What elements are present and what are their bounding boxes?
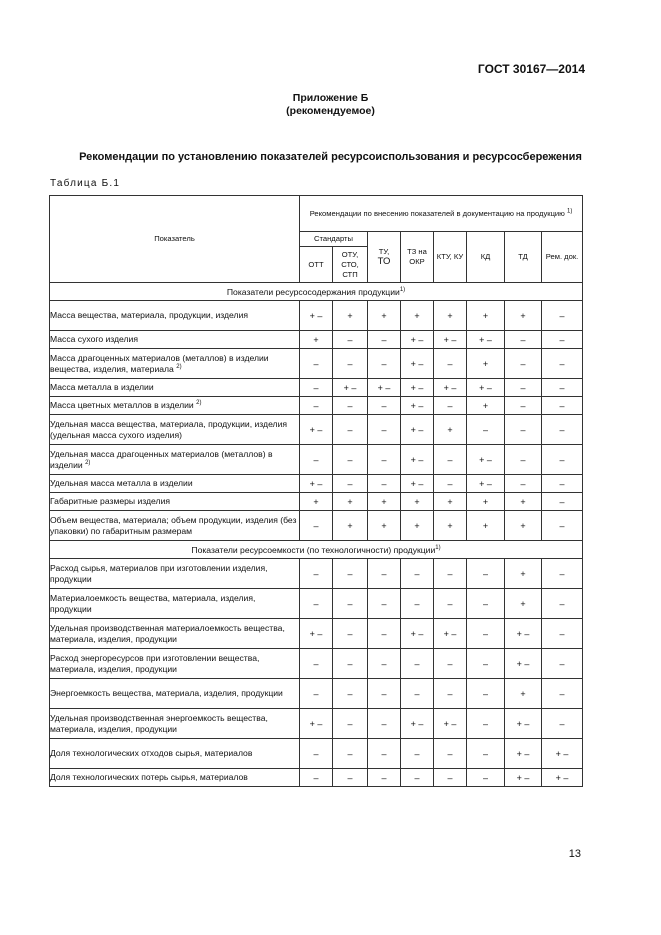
value-cell: – — [542, 379, 583, 397]
value-cell: – — [300, 739, 333, 769]
indicator-text: Объем вещества, материала; объем продукции, изделия (без упаковки) по габаритным размерам — [50, 514, 297, 536]
value-cell: – — [368, 331, 401, 349]
value-cell: – — [368, 649, 401, 679]
indicator-name — [50, 739, 300, 769]
value-cell: + — [467, 397, 505, 415]
value-cell: – — [368, 397, 401, 415]
value-cell: – — [300, 511, 333, 541]
value-cell: + — [434, 493, 467, 511]
header-recommendations — [300, 196, 583, 232]
value-cell: – — [542, 619, 583, 649]
value-cell: – — [333, 559, 368, 589]
indicator-text: Энергоемкость вещества, материала, изделия, продукции — [50, 688, 283, 698]
indicator-name — [50, 301, 300, 331]
header-tu — [368, 232, 401, 283]
value-cell: + — [467, 349, 505, 379]
value-cell: + — [368, 511, 401, 541]
value-cell: + – — [467, 475, 505, 493]
header-td: ТД — [505, 232, 542, 283]
value-cell: – — [401, 769, 434, 787]
indicator-text: Масса цветных металлов в изделии — [50, 400, 194, 410]
table-row — [50, 493, 583, 511]
table-row — [50, 301, 583, 331]
section-title-note: 1) — [435, 544, 441, 551]
value-cell: + — [467, 493, 505, 511]
value-cell: – — [401, 649, 434, 679]
value-cell: – — [434, 769, 467, 787]
value-cell: – — [505, 349, 542, 379]
value-cell: + — [505, 679, 542, 709]
section-title — [50, 541, 583, 559]
value-cell: + – — [300, 709, 333, 739]
value-cell: + — [333, 493, 368, 511]
indicator-name — [50, 379, 300, 397]
value-cell: – — [505, 331, 542, 349]
value-cell: + – — [505, 649, 542, 679]
value-cell: – — [300, 349, 333, 379]
value-cell: – — [333, 415, 368, 445]
value-cell: – — [333, 709, 368, 739]
value-cell: + – — [434, 709, 467, 739]
value-cell: + – — [401, 709, 434, 739]
page-number: 13 — [568, 848, 581, 860]
indicator-name — [50, 475, 300, 493]
value-cell: – — [542, 511, 583, 541]
value-cell: – — [368, 475, 401, 493]
header-recommendations-note: 1) — [566, 207, 573, 214]
value-cell: – — [368, 589, 401, 619]
value-cell: + — [401, 301, 434, 331]
value-cell: + – — [401, 445, 434, 475]
value-cell: + — [401, 511, 434, 541]
header-tz: ТЗ на ОКР — [401, 232, 434, 283]
value-cell: + – — [434, 379, 467, 397]
standard-number: ГОСТ 30167—2014 — [477, 62, 585, 76]
value-cell: – — [401, 559, 434, 589]
value-cell: + – — [505, 739, 542, 769]
value-cell: + – — [505, 769, 542, 787]
appendix-note: (рекомендуемое) — [286, 105, 375, 117]
value-cell: – — [505, 415, 542, 445]
section-title-text: Показатели ресурсосодержания продукции — [226, 286, 400, 297]
indicator-name — [50, 511, 300, 541]
header-recommendations-text: Рекомендации по внесению показателей в документацию на продукцию — [309, 208, 565, 218]
table-row — [50, 397, 583, 415]
indicator-text: Расход энергоресурсов при изготовлении вещества, материала, изделия, продукции — [50, 652, 260, 674]
value-cell: – — [467, 679, 505, 709]
value-cell: – — [300, 649, 333, 679]
value-cell: – — [467, 649, 505, 679]
indicator-name — [50, 709, 300, 739]
value-cell: – — [300, 379, 333, 397]
value-cell: – — [333, 649, 368, 679]
value-cell: + – — [467, 379, 505, 397]
section-row — [50, 541, 583, 559]
indicator-name — [50, 349, 300, 379]
value-cell: – — [300, 559, 333, 589]
indicator-text: Удельная производственная материалоемкость вещества, материала, изделия, продукции — [50, 622, 285, 644]
value-cell: – — [401, 589, 434, 619]
indicator-name — [50, 493, 300, 511]
indicator-text: Расход сырья, материалов при изготовлении изделия, продукции — [50, 562, 268, 584]
value-cell: – — [333, 739, 368, 769]
indicator-text: Габаритные размеры изделия — [50, 496, 171, 506]
value-cell: + — [401, 493, 434, 511]
value-cell: + — [333, 301, 368, 331]
value-cell: + – — [401, 379, 434, 397]
value-cell: – — [333, 589, 368, 619]
value-cell: + — [505, 589, 542, 619]
header-standards: Стандарты — [300, 232, 368, 247]
value-cell: – — [467, 619, 505, 649]
header-rem: Рем. док. — [542, 232, 583, 283]
value-cell: + – — [300, 415, 333, 445]
value-cell: – — [542, 679, 583, 709]
indicator-text: Материалоемкость вещества, материала, изделия, продукции — [50, 592, 256, 614]
value-cell: – — [505, 445, 542, 475]
header-tu-line2: ТО — [377, 256, 391, 267]
value-cell: + — [333, 511, 368, 541]
recommendations-table — [49, 195, 583, 787]
value-cell: + — [467, 301, 505, 331]
table-row — [50, 475, 583, 493]
value-cell: – — [542, 331, 583, 349]
value-cell: + – — [300, 475, 333, 493]
indicator-footnote: 2) — [196, 400, 202, 407]
value-cell: + – — [401, 331, 434, 349]
value-cell: – — [434, 349, 467, 379]
value-cell: – — [300, 445, 333, 475]
value-cell: – — [300, 589, 333, 619]
value-cell: – — [333, 349, 368, 379]
indicator-text: Масса сухого изделия — [50, 334, 139, 344]
value-cell: + – — [401, 619, 434, 649]
table-row — [50, 649, 583, 679]
indicator-name — [50, 445, 300, 475]
document-title: Рекомендации по установлению показателей ресурсоиспользования и ресурсосбережения — [79, 151, 582, 163]
value-cell: + — [505, 511, 542, 541]
value-cell: – — [368, 445, 401, 475]
value-cell: + — [505, 559, 542, 589]
value-cell: + – — [542, 739, 583, 769]
table-row — [50, 511, 583, 541]
indicator-name — [50, 415, 300, 445]
indicator-text: Удельная масса металла в изделии — [50, 478, 193, 488]
value-cell: – — [467, 709, 505, 739]
table-row — [50, 679, 583, 709]
indicator-text: Удельная масса вещества, материала, продукции, изделия (удельная масса сухого изделия) — [50, 418, 288, 440]
table-row — [50, 349, 583, 379]
value-cell: + – — [434, 619, 467, 649]
value-cell: – — [542, 301, 583, 331]
value-cell: – — [542, 445, 583, 475]
table-row — [50, 445, 583, 475]
indicator-name — [50, 619, 300, 649]
value-cell: – — [333, 475, 368, 493]
table-caption: Таблица Б.1 — [50, 178, 121, 189]
value-cell: – — [542, 349, 583, 379]
value-cell: – — [368, 415, 401, 445]
indicator-text: Масса металла в изделии — [50, 382, 154, 392]
value-cell: – — [333, 619, 368, 649]
value-cell: – — [368, 619, 401, 649]
value-cell: + — [368, 301, 401, 331]
indicator-name — [50, 331, 300, 349]
value-cell: – — [467, 739, 505, 769]
value-cell: – — [333, 397, 368, 415]
table-row — [50, 589, 583, 619]
value-cell: + — [300, 331, 333, 349]
value-cell: – — [542, 475, 583, 493]
value-cell: – — [333, 445, 368, 475]
table-row — [50, 559, 583, 589]
indicator-footnote: 2) — [176, 363, 182, 370]
value-cell: + – — [300, 619, 333, 649]
value-cell: + – — [401, 475, 434, 493]
indicator-footnote: 2) — [85, 459, 91, 466]
indicator-text: Удельная производственная энергоемкость вещества, материала, изделия, продукции — [50, 712, 268, 734]
value-cell: – — [434, 475, 467, 493]
header-otu: ОТУ, СТО, СТП — [333, 247, 368, 283]
value-cell: – — [542, 493, 583, 511]
indicator-name — [50, 769, 300, 787]
indicator-name — [50, 679, 300, 709]
value-cell: – — [368, 349, 401, 379]
table-row — [50, 331, 583, 349]
table-body — [50, 283, 583, 787]
value-cell: + – — [401, 349, 434, 379]
value-cell: + — [434, 415, 467, 445]
value-cell: – — [505, 379, 542, 397]
value-cell: – — [542, 415, 583, 445]
value-cell: + – — [505, 709, 542, 739]
header-indicator: Показатель — [50, 196, 300, 283]
section-title — [50, 283, 583, 301]
value-cell: + — [505, 301, 542, 331]
value-cell: + – — [467, 445, 505, 475]
value-cell: – — [434, 589, 467, 619]
value-cell: – — [368, 709, 401, 739]
value-cell: + – — [542, 769, 583, 787]
section-title-note: 1) — [399, 286, 406, 293]
header-kd: КД — [467, 232, 505, 283]
indicator-name — [50, 589, 300, 619]
table-row — [50, 739, 583, 769]
value-cell: + – — [401, 397, 434, 415]
indicator-text: Удельная масса драгоценных материалов (металлов) в изделии — [50, 448, 273, 470]
indicator-text: Доля технологических потерь сырья, материалов — [50, 772, 248, 782]
value-cell: – — [300, 769, 333, 787]
value-cell: – — [434, 445, 467, 475]
value-cell: + — [300, 493, 333, 511]
value-cell: – — [434, 679, 467, 709]
value-cell: – — [368, 769, 401, 787]
value-cell: – — [368, 679, 401, 709]
value-cell: – — [333, 331, 368, 349]
header-tu-line1: ТУ, — [378, 247, 390, 256]
value-cell: – — [300, 679, 333, 709]
value-cell: + – — [467, 331, 505, 349]
header-ott: ОТТ — [300, 247, 333, 283]
value-cell: – — [401, 679, 434, 709]
value-cell: + – — [401, 415, 434, 445]
value-cell: – — [467, 559, 505, 589]
value-cell: + — [505, 493, 542, 511]
value-cell: – — [542, 559, 583, 589]
value-cell: + – — [368, 379, 401, 397]
indicator-name — [50, 397, 300, 415]
value-cell: + — [434, 511, 467, 541]
value-cell: – — [434, 739, 467, 769]
table-row — [50, 769, 583, 787]
value-cell: – — [300, 397, 333, 415]
value-cell: + – — [300, 301, 333, 331]
value-cell: + — [467, 511, 505, 541]
table-row — [50, 415, 583, 445]
value-cell: – — [368, 739, 401, 769]
value-cell: – — [542, 709, 583, 739]
value-cell: + — [368, 493, 401, 511]
indicator-text: Масса драгоценных материалов (металлов) в изделии вещества, изделия, материала — [50, 352, 269, 374]
value-cell: + – — [333, 379, 368, 397]
table-row — [50, 709, 583, 739]
indicator-text: Масса вещества, материала, продукции, изделия — [50, 310, 249, 320]
value-cell: – — [542, 397, 583, 415]
header-ktu: КТУ, КУ — [434, 232, 467, 283]
value-cell: + — [434, 301, 467, 331]
value-cell: + – — [505, 619, 542, 649]
value-cell: – — [434, 649, 467, 679]
value-cell: – — [467, 589, 505, 619]
value-cell: – — [542, 589, 583, 619]
value-cell: – — [368, 559, 401, 589]
table-row — [50, 379, 583, 397]
value-cell: – — [333, 769, 368, 787]
indicator-text: Доля технологических отходов сырья, материалов — [50, 748, 253, 758]
value-cell: – — [467, 769, 505, 787]
value-cell: – — [467, 415, 505, 445]
section-row — [50, 283, 583, 301]
indicator-name — [50, 559, 300, 589]
table-row — [50, 619, 583, 649]
value-cell: – — [401, 739, 434, 769]
value-cell: – — [505, 397, 542, 415]
value-cell: + – — [434, 331, 467, 349]
value-cell: – — [434, 559, 467, 589]
table-header — [50, 196, 583, 283]
appendix-heading — [0, 92, 661, 118]
value-cell: – — [542, 649, 583, 679]
appendix-title: Приложение Б — [292, 92, 369, 104]
value-cell: – — [434, 397, 467, 415]
value-cell: – — [333, 679, 368, 709]
indicator-name — [50, 649, 300, 679]
section-title-text: Показатели ресурсоемкости (по технологичности) продукции — [191, 544, 436, 555]
value-cell: – — [505, 475, 542, 493]
